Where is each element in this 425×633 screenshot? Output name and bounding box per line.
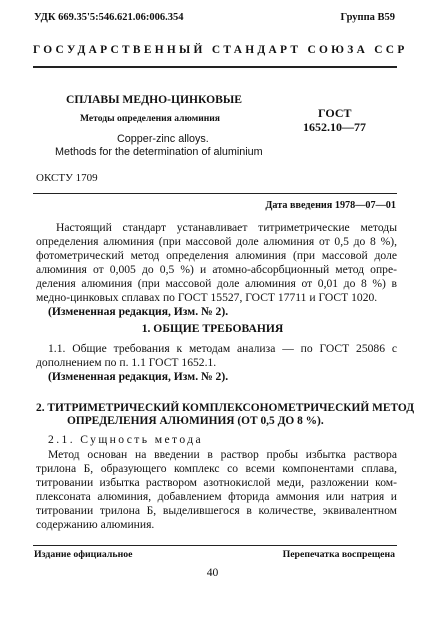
group-code: Группа В59 (340, 12, 395, 23)
section2-heading-line2: ОПРЕДЕЛЕНИЯ АЛЮМИНИЯ (ОТ 0,5 ДО 8 %). (67, 415, 324, 427)
intro-line: алюминия от 0,005 до 0,5 %) и атомно-абсорбционный метод опре- (36, 263, 397, 276)
title-english-2: Methods for the determination of aluminium (55, 146, 263, 158)
section2-paragraph (36, 448, 397, 532)
section1-heading: 1. ОБЩИЕ ТРЕБОВАНИЯ (141, 322, 284, 335)
section1-paragraph (36, 342, 397, 370)
section2-line: Метод основан на введении в раствор пробы избытка раствора (48, 448, 397, 461)
reprint-prohibited-label: Перепечатка воспрещена (282, 549, 395, 560)
section1-line: 1.1. Общие требования к методам анализа — по ГОСТ 25086 с (48, 342, 397, 355)
section2-line: титровании трилона Б, выделившегося в количестве, эквивалентном (36, 504, 397, 517)
section2-line: титровании избытка раствором азотнокислой меди, разложении ком- (36, 476, 397, 489)
okstu-code: ОКСТУ 1709 (36, 172, 98, 184)
title-english-1: Copper-zinc alloys. (117, 133, 209, 145)
state-standard-banner: ГОСУДАРСТВЕННЫЙ СТАНДАРТ СОЮЗА ССР (33, 44, 408, 56)
section1-edition-note: (Измененная редакция, Изм. № 2). (48, 370, 229, 383)
gost-number: 1652.10—77 (303, 120, 366, 134)
intro-line: медно-цинковых сплавах по ГОСТ 15527, ГОСТ 17711 и ГОСТ 1020. (36, 291, 378, 304)
introduction-date: Дата введения 1978—07—01 (265, 200, 396, 211)
intro-line: определения алюминия (при массовой доле алюминия от 0,5 до 8 %), (36, 235, 397, 248)
intro-line: Настоящий стандарт устанавливает титриметрические методы (56, 221, 397, 234)
intro-line: деления алюминия (при массовой доле алюминия от 0,01 до 8 %) в (36, 277, 397, 290)
page-number: 40 (206, 566, 219, 579)
document-title: СПЛАВЫ МЕДНО-ЦИНКОВЫЕ (66, 93, 243, 106)
gost-label: ГОСТ (318, 106, 352, 120)
section2-subheading: 2.1. Сущность метода (48, 433, 204, 446)
intro-line: фотометрический метод определения алюминия (при массовой доле (36, 249, 397, 262)
intro-paragraph (36, 221, 397, 305)
section2-heading-line1: 2. ТИТРИМЕТРИЧЕСКИЙ КОМПЛЕКСОНОМЕТРИЧЕСКИЙ МЕТОД (36, 402, 415, 414)
title-rule (33, 193, 397, 194)
document-subtitle: Методы определения алюминия (80, 113, 220, 124)
header-rule (33, 66, 397, 68)
intro-edition-note: (Измененная редакция, Изм. № 2). (48, 305, 229, 318)
section1-line: дополнением по п. 1.1 ГОСТ 1652.1. (36, 356, 217, 369)
section2-line: плексоната алюминия, добавлением фторида аммония или натрия и (36, 490, 397, 503)
section2-line: содержанию алюминия. (36, 518, 155, 531)
official-edition-label: Издание официальное (34, 549, 133, 560)
footer-rule (33, 545, 397, 546)
section2-line: трилона Б, образующего комплекс со всеми компонентами сплава, (36, 462, 397, 475)
udk-code: УДК 669.35'5:546.621.06:006.354 (34, 12, 184, 23)
